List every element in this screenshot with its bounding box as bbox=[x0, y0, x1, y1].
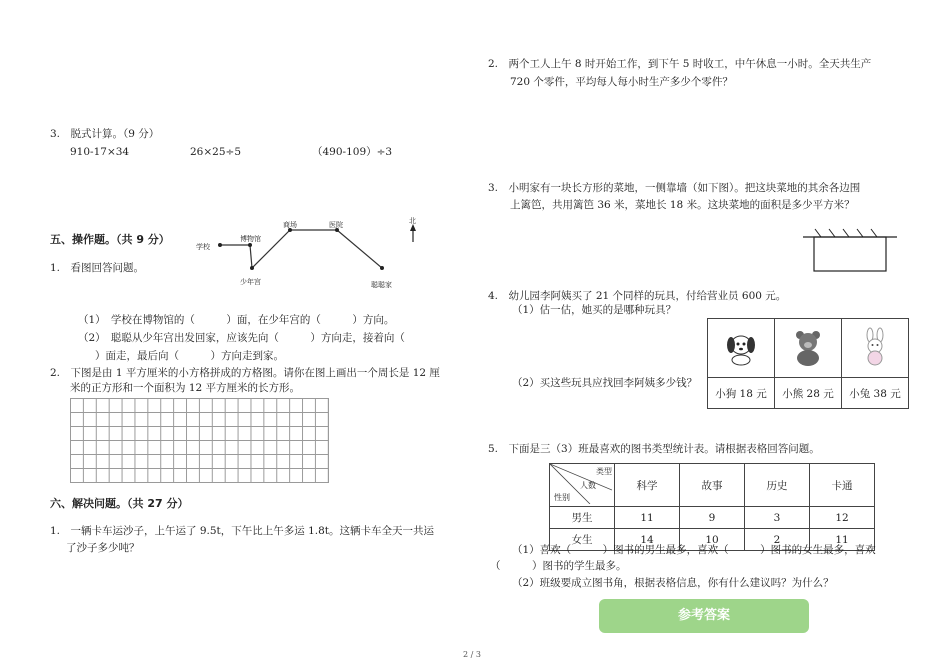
q3-expr-3: （490-109）÷3 bbox=[312, 146, 393, 158]
q3-expr-1: 910-17×34 bbox=[70, 146, 130, 158]
book-stats-table bbox=[549, 463, 875, 551]
map-label-mall: 商场 bbox=[283, 221, 297, 229]
map-point-cc-home bbox=[380, 266, 384, 270]
q3-expr-2: 26×25÷5 bbox=[190, 146, 241, 158]
table-cell: 11 bbox=[810, 529, 875, 551]
q3-title: 3. 脱式计算。（9 分） bbox=[50, 128, 160, 140]
r-q5-part2: （2）班级要成立图书角，根据表格信息，你有什么建议吗？为什么？ bbox=[512, 577, 834, 589]
map-label-school: 学校 bbox=[196, 243, 210, 251]
map-point-youth-palace bbox=[250, 266, 254, 270]
r-q2-line1: 2. 两个工人上午 8 时开始工作，到下午 5 时收工，中午休息一小时。全天共生产 bbox=[488, 58, 872, 70]
toy-dog-price: 小狗 18 元 bbox=[708, 378, 775, 409]
r-q2-line2: 720 个零件，平均每人每小时生产多少个零件？ bbox=[510, 76, 733, 88]
toy-price-table bbox=[707, 318, 909, 409]
table-cell: 10 bbox=[680, 529, 745, 551]
table-cell: 3 bbox=[745, 507, 810, 529]
sec6-q1-line2: 了沙子多少吨？ bbox=[66, 542, 140, 554]
table-cell: 14 bbox=[615, 529, 680, 551]
map-point-school bbox=[218, 243, 222, 247]
table-row bbox=[550, 507, 875, 529]
r-q3-line1: 3. 小明家有一块长方形的菜地，一侧靠墙（如下图）。把这块菜地的其余各边围 bbox=[488, 182, 861, 194]
toy-dog-cell bbox=[708, 319, 775, 378]
col-header: 卡通 bbox=[810, 464, 875, 507]
r-q4-line1: 4. 幼儿园李阿姨买了 21 个同样的玩具，付给营业员 600 元。 bbox=[488, 290, 787, 302]
table-cell: 9 bbox=[680, 507, 745, 529]
r-q4-sub1: （1）估一估，她买的是哪种玩具？ bbox=[512, 304, 677, 316]
r-q3-line2: 上篱笆，共用篱笆 36 米，菜地长 18 米。这块菜地的面积是多少平方米？ bbox=[510, 199, 855, 211]
sec6-q1-line1: 1. 一辆卡车运沙子，上午运了 9.5t，下午比上午多运 1.8t。这辆卡车全天一共运 bbox=[50, 525, 435, 537]
answer-key-button[interactable]: 参考答案 bbox=[599, 599, 809, 633]
col-header: 科学 bbox=[615, 464, 680, 507]
sec5-q2-line1: 2. 下图是由 1 平方厘米的小方格拼成的方格图。请你在图上画出一个周长是 12 厘 bbox=[50, 367, 440, 379]
r-q5-part1-cont: （ ）图书的学生最多。 bbox=[490, 560, 627, 572]
sec5-q2-line2: 米的正方形和一个面积为 12 平方厘米的长方形。 bbox=[70, 382, 301, 394]
row-label: 男生 bbox=[550, 507, 615, 529]
map-label-north: 北 bbox=[409, 217, 416, 225]
corner-count: 人数 bbox=[580, 481, 596, 490]
table-corner-cell bbox=[550, 464, 615, 507]
page-number: 2 / 3 bbox=[463, 650, 481, 659]
toy-rabbit-price: 小兔 38 元 bbox=[842, 378, 909, 409]
r-q4-sub2: （2）买这些玩具应找回李阿姨多少钱？ bbox=[512, 377, 698, 389]
square-grid[interactable] bbox=[70, 398, 329, 483]
map-label-museum: 博物馆 bbox=[240, 235, 261, 243]
sec5-q1-part1: （1） 学校在博物馆的（ ）面，在少年宫的（ ）方向。 bbox=[78, 314, 395, 326]
dog-icon bbox=[721, 327, 761, 367]
section-5-title: 五、操作题。（共 9 分） bbox=[50, 233, 170, 246]
table-cell: 12 bbox=[810, 507, 875, 529]
sec5-q1: 1. 看图回答问题。 bbox=[50, 262, 145, 274]
map-label-youth-palace: 少年宫 bbox=[240, 278, 261, 286]
col-header: 故事 bbox=[680, 464, 745, 507]
r-q5-part1: （1）喜欢（ ）图书的男生最多，喜欢（ ）图书的女生最多，喜欢 bbox=[512, 544, 876, 556]
table-cell: 2 bbox=[745, 529, 810, 551]
section-6-title: 六、解决问题。（共 27 分） bbox=[50, 497, 189, 510]
sec5-q1-part2: （2） 聪聪从少年宫出发回家，应该先向（ ）方向走，接着向（ bbox=[78, 332, 405, 344]
bear-icon bbox=[788, 327, 828, 367]
table-cell: 11 bbox=[615, 507, 680, 529]
corner-gender: 性别 bbox=[554, 493, 570, 502]
garden-diagram bbox=[803, 229, 897, 271]
col-header: 历史 bbox=[745, 464, 810, 507]
corner-type: 类型 bbox=[596, 467, 612, 476]
toy-rabbit-cell bbox=[842, 319, 909, 378]
r-q5-title: 5. 下面是三（3）班最喜欢的图书类型统计表。请根据表格回答问题。 bbox=[488, 443, 820, 455]
map-label-hospital: 医院 bbox=[329, 221, 343, 229]
toy-bear-price: 小熊 28 元 bbox=[775, 378, 842, 409]
row-label: 女生 bbox=[550, 529, 615, 551]
sec5-q1-part2-cont: ）面走，最后向（ ）方向走到家。 bbox=[95, 350, 284, 362]
toy-bear-cell bbox=[775, 319, 842, 378]
map-label-cc-home: 聪聪家 bbox=[371, 281, 392, 289]
rabbit-icon bbox=[855, 327, 895, 367]
